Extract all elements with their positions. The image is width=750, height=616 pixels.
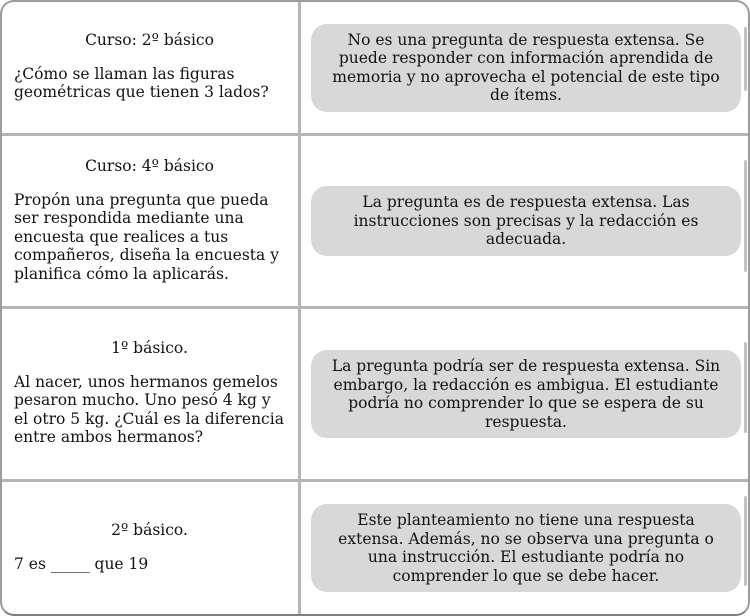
feedback-cell [301, 482, 748, 614]
table-row [2, 479, 748, 614]
scrollbar-thumb[interactable] [744, 342, 747, 433]
question-text: Al nacer, unos hermanos gemelos pesaron mucho. Uno pesó 4 kg y el otro 5 kg. ¿Cuál es la diferencia entre ambos hermanos? [14, 372, 284, 447]
scrollbar-thumb[interactable] [744, 496, 747, 586]
feedback-cell [301, 136, 748, 306]
question-cell [2, 136, 301, 306]
course-label: Curso: 2º básico [85, 31, 214, 50]
scrollbar-thumb[interactable] [744, 160, 747, 272]
table-row [2, 306, 748, 479]
feedback-card[interactable]: La pregunta podría ser de respuesta extensa. Sin embargo, la redacción es ambigua. El estudiante podría no comprender lo que se espera de su respuesta. [311, 350, 741, 438]
question-cell [2, 2, 301, 133]
course-label: Curso: 4º básico [85, 157, 214, 175]
scrollbar-thumb[interactable] [744, 27, 747, 91]
feedback-card[interactable]: Este planteamiento no tiene una respuesta extensa. Además, no se observa una pregunta o una instrucción. El estudiante podría no comprender lo que se debe hacer. [311, 504, 741, 592]
table-row [2, 133, 748, 306]
question-text: Propón una pregunta que pueda ser respondida mediante una encuesta que realices a tus compañeros, diseña la encuesta y planifica cómo la aplicarás. [14, 190, 279, 283]
feedback-card[interactable]: No es una pregunta de respuesta extensa. Se puede responder con información aprendida de memoria y no aprovecha el potencial de este tipo de ítems. [311, 24, 741, 112]
feedback-cell [301, 2, 748, 133]
feedback-card[interactable]: La pregunta es de respuesta extensa. Las instrucciones son precisas y la redacción es adecuada. [311, 186, 741, 256]
table-row [2, 2, 748, 133]
question-cell [2, 309, 301, 479]
question-text: 7 es _____ que 19 [14, 554, 149, 573]
question-cell [2, 482, 301, 614]
course-label: 1º básico. [111, 339, 188, 358]
course-label: 2º básico. [111, 521, 188, 539]
feedback-cell [301, 309, 748, 479]
question-text: ¿Cómo se llaman las figuras geométricas que tienen 3 lados? [14, 64, 269, 102]
